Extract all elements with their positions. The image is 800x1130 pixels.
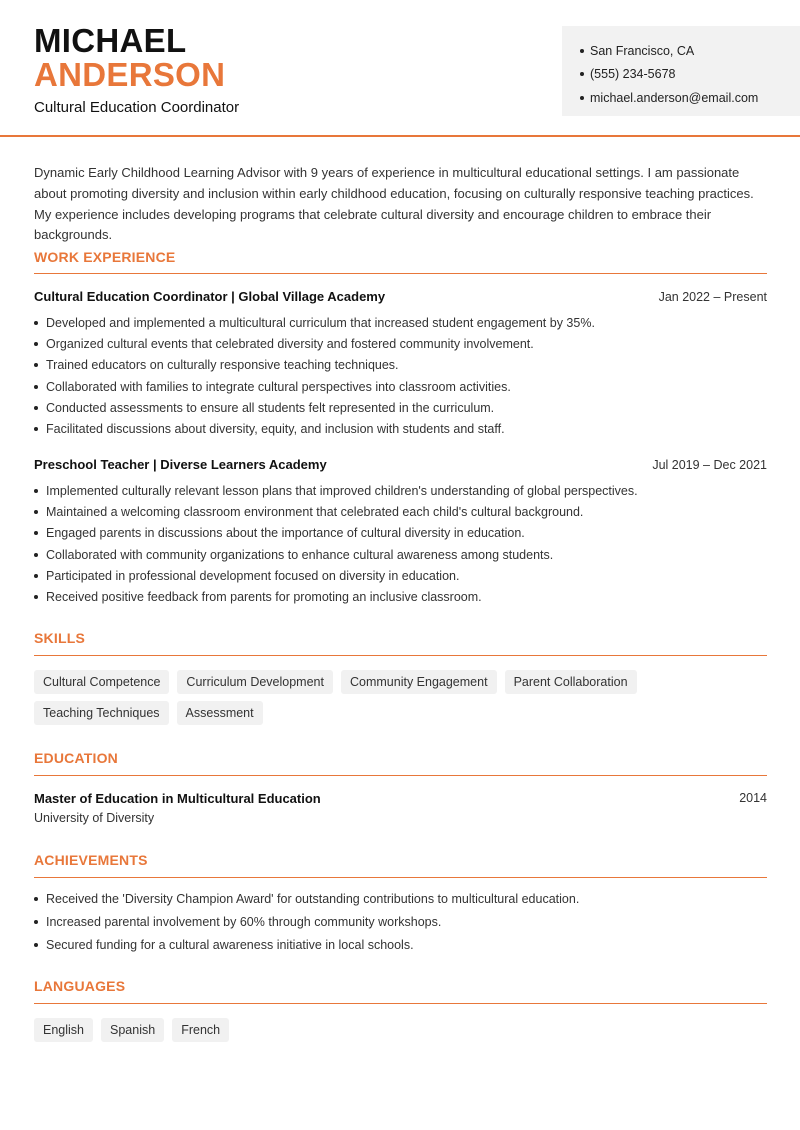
section-title-languages: LANGUAGES [34,978,126,994]
list-item [34,586,767,607]
contact-location [580,39,800,63]
job-header [34,457,767,472]
language-tag: English [34,1018,93,1042]
bullet-icon [34,321,38,325]
bullet-icon [580,96,584,100]
bullet-text: Received positive feedback from parents for promoting an inclusive classroom. [46,590,482,605]
bullet-icon [34,531,38,535]
bullet-text: Collaborated with families to integrate cultural perspectives into classroom activities. [46,379,511,394]
bullet-icon [34,553,38,557]
summary-paragraph: Dynamic Early Childhood Learning Advisor with 9 years of experience in multicultural educational settings. I am passionate about promoting diversity and inclusion within early childhood education, focusing on culturally responsive teaching practices. My experience includes developing programs that celebrate cultural diversity and encourage children to embrace their backgrounds. [34,165,754,243]
section-title-education: EDUCATION [34,750,118,766]
skill-tag: Curriculum Development [177,670,333,694]
bullet-icon [580,49,584,53]
bullet-icon [34,342,38,346]
degree: Master of Education in Multicultural Education [34,791,321,806]
bullet-text: Organized cultural events that celebrated diversity and fostered community involvement. [46,336,534,351]
bullet-text: Implemented culturally relevant lesson plans that improved children's understanding of global perspectives. [46,483,638,498]
job-title: Cultural Education Coordinator [34,99,240,116]
list-item [34,933,767,956]
list-item [34,911,767,934]
contact-box [562,26,800,116]
achievements-list [34,888,767,956]
education-header [34,791,767,806]
bullet-text: Facilitated discussions about diversity, equity, and inclusion with students and staff. [46,422,505,437]
bullet-text: Trained educators on culturally responsive teaching techniques. [46,358,399,373]
list-item [34,523,767,544]
list-item [34,565,767,586]
list-item [34,480,767,501]
last-name: ANDERSON [34,56,226,93]
section-title-work: WORK EXPERIENCE [34,249,176,265]
list-item [34,544,767,565]
school-name: University of Diversity [34,811,155,825]
skills-list [34,670,774,725]
languages-list [34,1018,774,1042]
skill-tag: Parent Collaboration [505,670,637,694]
list-item [34,501,767,522]
section-divider [34,1003,767,1004]
email-text[interactable]: michael.anderson@email.com [590,90,759,105]
section-title-achievements: ACHIEVEMENTS [34,852,148,868]
job-bullets [34,312,767,440]
bullet-icon [34,406,38,410]
bullet-text: Collaborated with community organizations to enhance cultural awareness among students. [46,547,554,562]
section-divider [34,273,767,274]
bullet-icon [34,595,38,599]
bullet-text: Engaged parents in discussions about the importance of cultural diversity in education. [46,526,525,541]
bullet-text: Maintained a welcoming classroom environment that celebrated each child's cultural background. [46,504,584,519]
bullet-icon [34,489,38,493]
section-divider [34,877,767,878]
job-role: Preschool Teacher | Diverse Learners Academy [34,457,327,472]
bullet-text: Received the 'Diversity Champion Award' for outstanding contributions to multicultural education. [46,892,580,907]
job-header [34,289,767,304]
contact-email [580,86,800,110]
list-item [34,312,767,333]
location-text: San Francisco, CA [590,43,695,58]
bullet-text: Increased parental involvement by 60% through community workshops. [46,915,442,930]
list-item [34,333,767,354]
skill-tag: Assessment [177,701,263,725]
contact-phone [580,63,800,87]
resume-header [0,0,800,137]
section-divider [34,775,767,776]
bullet-text: Developed and implemented a multicultural curriculum that increased student engagement by 35%. [46,315,595,330]
language-tag: Spanish [101,1018,164,1042]
bullet-icon [34,897,38,901]
skill-tag: Community Engagement [341,670,497,694]
phone-text: (555) 234-5678 [590,67,676,82]
list-item [34,376,767,397]
bullet-icon [34,943,38,947]
bullet-icon [34,574,38,578]
skill-tag: Cultural Competence [34,670,169,694]
bullet-text: Secured funding for a cultural awareness initiative in local schools. [46,937,414,952]
bullet-icon [34,385,38,389]
skill-tag: Teaching Techniques [34,701,169,725]
graduation-year: 2014 [739,791,767,805]
list-item [34,888,767,911]
job-dates: Jan 2022 – Present [658,290,767,304]
list-item [34,418,767,439]
bullet-icon [580,72,584,76]
job-dates: Jul 2019 – Dec 2021 [652,458,767,472]
bullet-icon [34,510,38,514]
job-role: Cultural Education Coordinator | Global Village Academy [34,289,386,304]
job-bullets [34,480,767,608]
first-name: MICHAEL [34,22,187,59]
bullet-text: Participated in professional development focused on diversity in education. [46,568,460,583]
section-title-skills: SKILLS [34,630,85,646]
list-item [34,355,767,376]
bullet-text: Conducted assessments to ensure all students felt represented in the curriculum. [46,400,495,415]
language-tag: French [172,1018,229,1042]
bullet-icon [34,427,38,431]
list-item [34,397,767,418]
bullet-icon [34,363,38,367]
bullet-icon [34,920,38,924]
section-divider [34,655,767,656]
